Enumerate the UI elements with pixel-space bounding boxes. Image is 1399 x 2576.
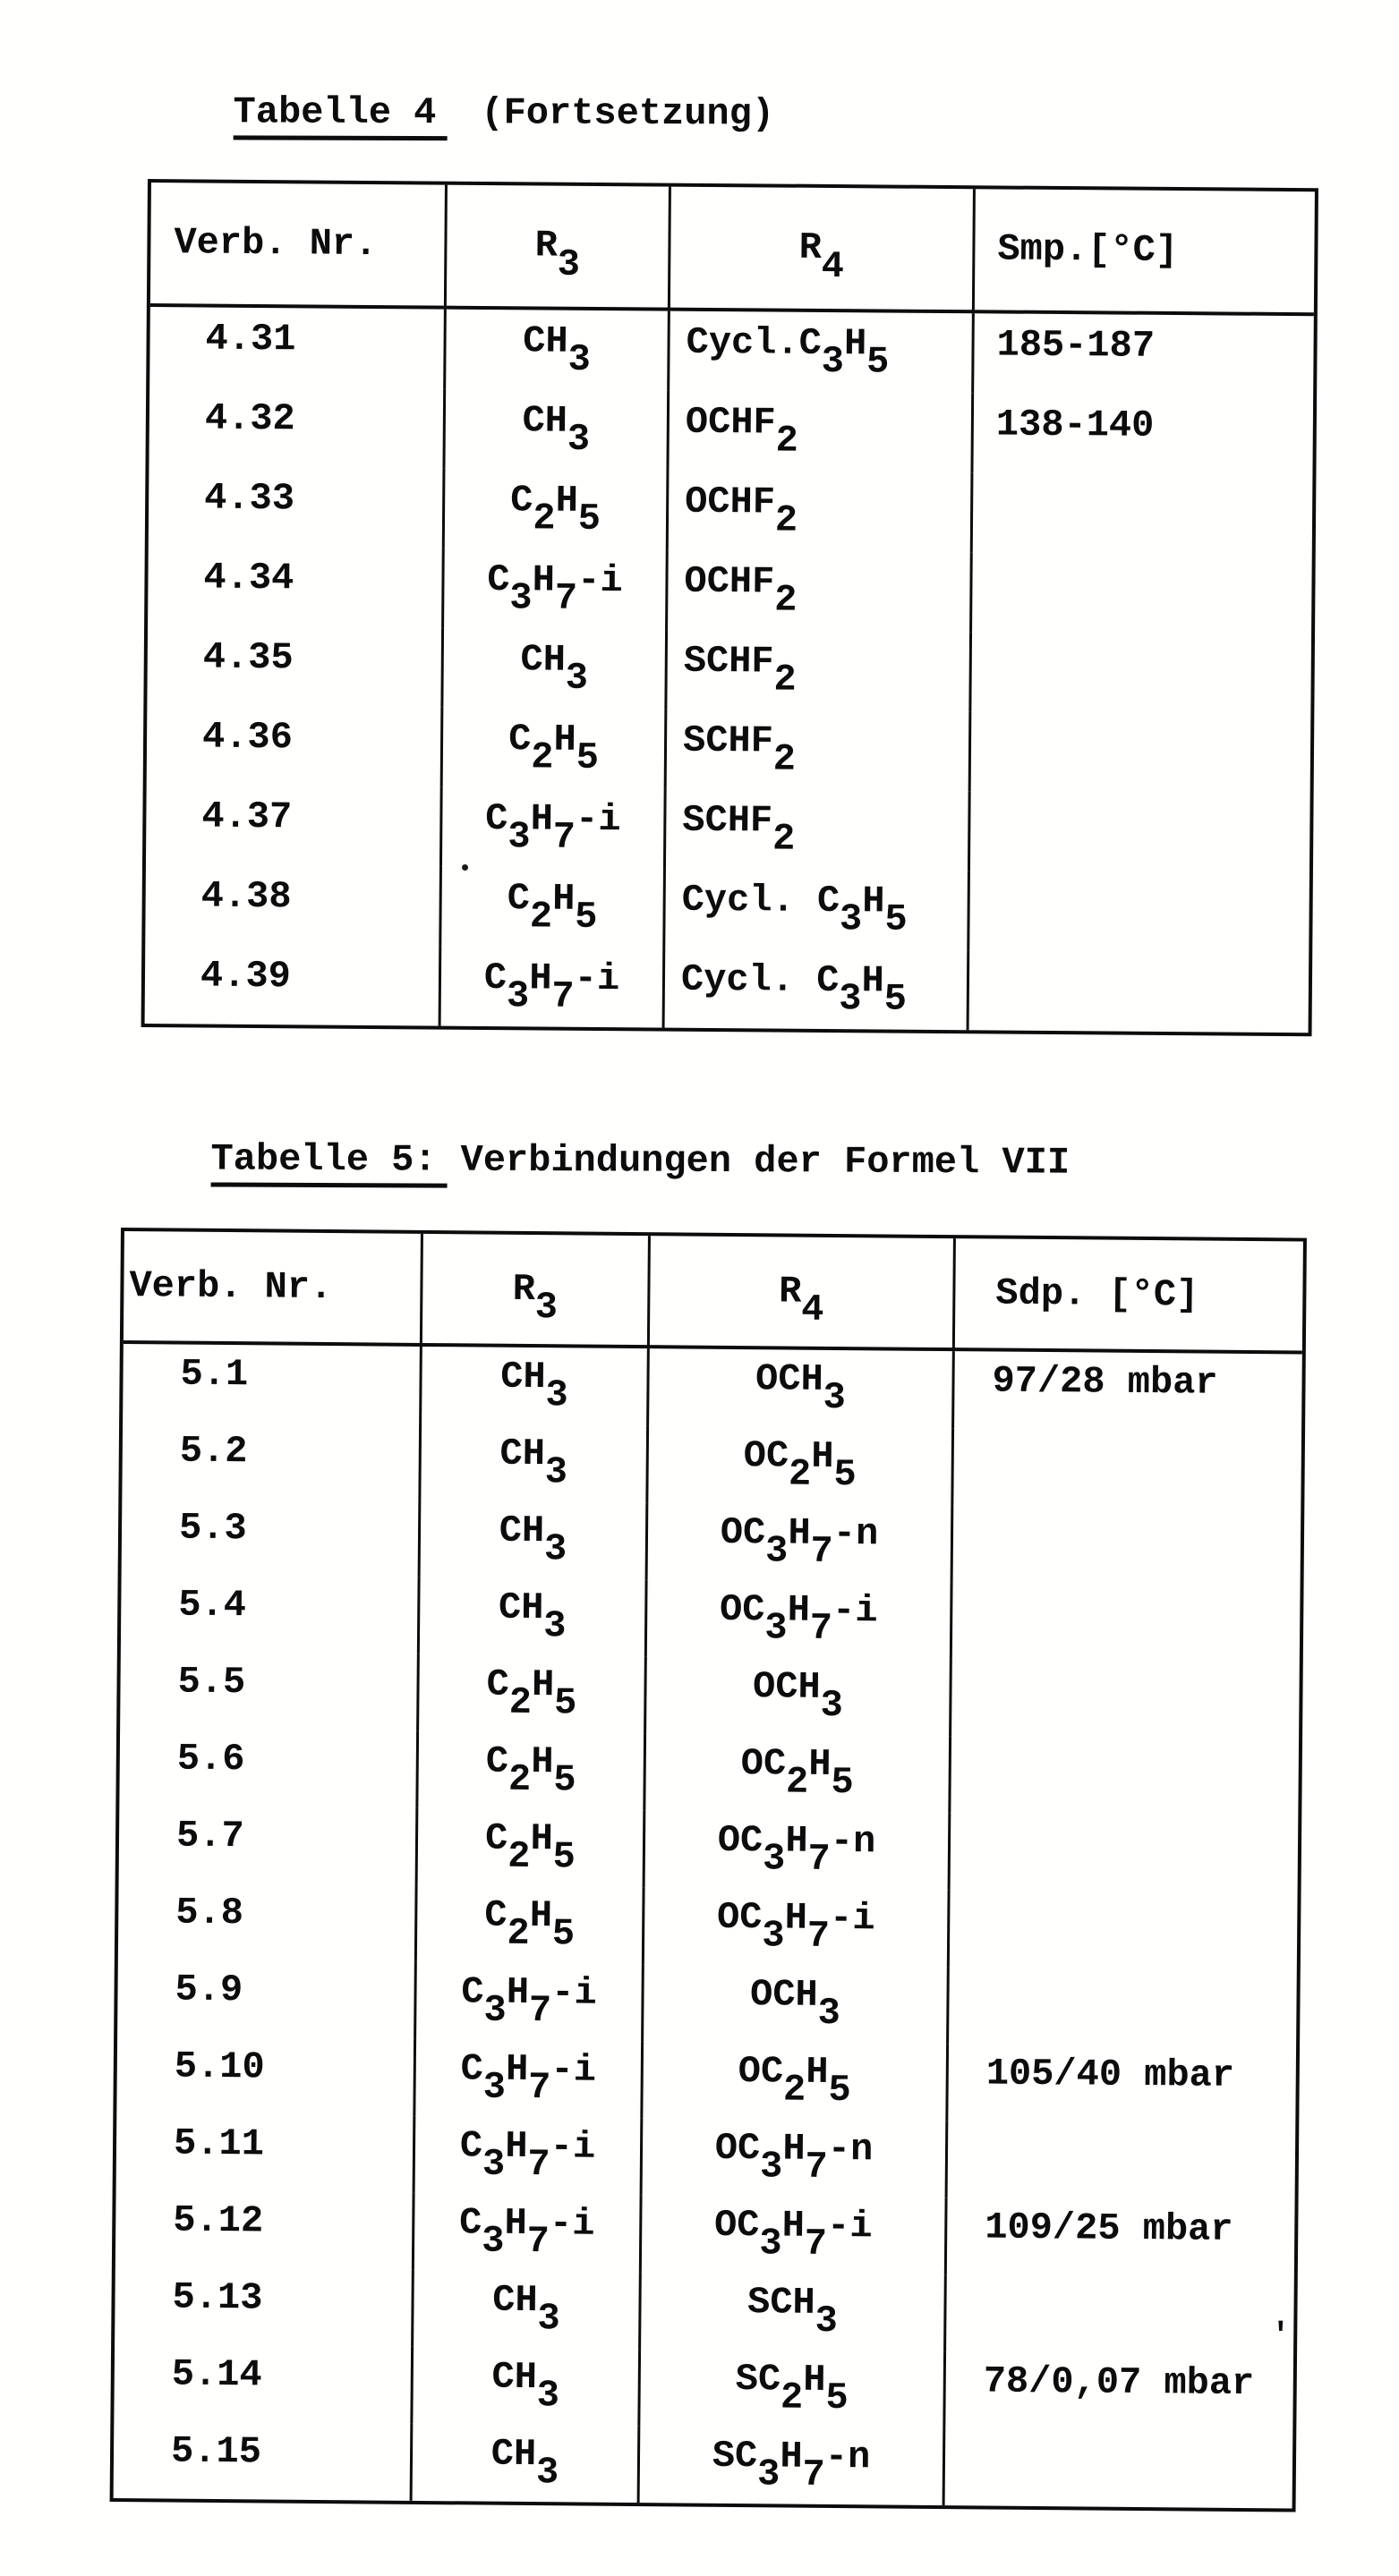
r3-cell: CH3 — [446, 310, 670, 391]
subscript-digit: 3 — [544, 1450, 568, 1494]
verb-nr-cell: 5.13 — [115, 2267, 414, 2347]
subscript-digit: 2 — [775, 419, 798, 463]
subscript-digit: 3 — [543, 1527, 567, 1571]
subscript-digit: 2 — [529, 895, 553, 939]
r3-cell: C3H7-i — [444, 548, 669, 630]
r4-cell: Cycl. C3H5 — [665, 948, 970, 1031]
verb-nr-cell: 4.33 — [149, 466, 446, 548]
r3-cell: CH3 — [413, 2347, 641, 2426]
temp-cell — [948, 2121, 1296, 2200]
r3-cell: C3H7-i — [415, 2116, 644, 2195]
verb-nr-cell: 5.15 — [114, 2421, 414, 2501]
verb-nr-cell: 5.3 — [122, 1498, 422, 1577]
r3-cell: CH3 — [443, 628, 668, 710]
r3-cell: CH3 — [445, 389, 670, 471]
r4-cell: OC2H5 — [645, 1733, 951, 1813]
r3-cell: C2H5 — [417, 1885, 645, 1964]
subscript-digit: 2 — [508, 1757, 532, 1802]
subscript-digit: 2 — [773, 658, 797, 701]
stray-ink-dot — [462, 864, 468, 871]
temp-cell — [951, 1736, 1299, 1815]
subscript-digit: 7 — [810, 1529, 833, 1574]
r4-cell: OC3H7-i — [647, 1579, 953, 1659]
subscript-digit: 3 — [535, 2451, 559, 2495]
subscript-digit: 2 — [772, 737, 797, 781]
table5-header-sdp: Sdp. [°C] — [955, 1238, 1303, 1354]
table5-header-r3: R 3 — [422, 1234, 651, 1348]
r3-cell: C2H5 — [418, 1731, 646, 1810]
subscript-digit: 7 — [551, 974, 575, 1018]
verb-nr-cell: 5.8 — [118, 1883, 418, 1962]
subscript-digit: 3 — [817, 1991, 840, 2036]
r4-cell: SC3H7-n — [640, 2426, 946, 2505]
table5-header-r4: R 4 — [650, 1236, 956, 1351]
table5 — [110, 1228, 1307, 2512]
subscript-digit: 3 — [839, 977, 862, 1021]
subscript-digit: 5 — [551, 1912, 576, 1956]
r4-cell: SC2H5 — [640, 2349, 946, 2428]
subscript-digit: 3 — [536, 2374, 560, 2418]
verb-nr-cell: 4.38 — [145, 864, 442, 947]
r4-cell: OCH3 — [649, 1348, 955, 1428]
verb-nr-cell: 5.11 — [116, 2113, 416, 2193]
r3-cell: CH3 — [421, 1424, 649, 1502]
subscript-digit: 2 — [772, 817, 796, 861]
r4-cell: OC2H5 — [648, 1425, 954, 1505]
r4-cell: SCHF2 — [667, 630, 972, 712]
temp-cell — [946, 2274, 1294, 2354]
temp-cell: 138-140 — [995, 403, 1155, 447]
subscript-digit: 2 — [507, 1834, 531, 1879]
r3-cell: C3H7-i — [414, 2193, 643, 2272]
subscript-digit: 7 — [807, 1837, 831, 1882]
subscript-digit: 3 — [756, 2453, 781, 2496]
subscript-digit: 7 — [526, 2220, 550, 2264]
subscript-digit: 5 — [577, 497, 601, 541]
subscript-digit: 2 — [531, 735, 554, 779]
temp-cell — [953, 1505, 1301, 1585]
temp-cell — [969, 871, 1309, 953]
temp-cell: 105/40 mbar — [985, 2052, 1235, 2097]
temp-cell — [973, 472, 1313, 555]
subscript-digit: 5 — [825, 2376, 849, 2420]
temp-cell — [950, 1890, 1298, 1969]
r4-cell: OCH3 — [646, 1656, 952, 1736]
subscript-digit: 7 — [527, 2143, 550, 2187]
subscript-digit: 3 — [764, 1529, 789, 1573]
subscript-digit: 5 — [552, 1835, 576, 1879]
r3-cell: C2H5 — [441, 867, 666, 948]
temp-cell — [945, 2428, 1293, 2508]
r3-cell: C3H7-i — [442, 787, 667, 869]
table4-title-suffix: (Fortsetzung) — [481, 91, 775, 136]
subscript-digit: 3 — [821, 340, 845, 384]
subscript-digit: 7 — [806, 1914, 831, 1959]
temp-cell: 185-187 — [996, 323, 1156, 368]
verb-nr-cell: 5.6 — [119, 1729, 419, 1808]
subscript-digit: 5 — [884, 897, 908, 941]
r4-cell: OCH3 — [644, 1964, 950, 2044]
subscript-digit: 3 — [482, 2065, 507, 2109]
subscript-digit: 5 — [866, 340, 890, 384]
subscript-digit: 3 — [545, 1373, 568, 1417]
subscript-digit: 3 — [508, 815, 531, 859]
subscript-digit: 3 — [506, 974, 530, 1018]
subscript-digit: 3 — [557, 242, 581, 286]
subscript-digit: 7 — [528, 1989, 552, 2033]
r4-cell: OCHF2 — [669, 471, 974, 553]
subscript-digit: 3 — [483, 1988, 507, 2032]
verb-nr-cell: 5.7 — [119, 1806, 419, 1885]
temp-cell — [951, 1659, 1300, 1739]
verb-nr-cell: 4.35 — [147, 625, 444, 708]
temp-cell: 97/28 mbar — [992, 1359, 1218, 1405]
subscript-digit: 4 — [801, 1288, 824, 1331]
temp-cell: 78/0,07 mbar — [983, 2359, 1255, 2406]
r4-cell: OC3H7-n — [648, 1502, 954, 1582]
subscript-digit: 3 — [815, 2299, 838, 2343]
temp-cell — [971, 632, 1311, 714]
subscript-digit: 2 — [508, 1680, 533, 1725]
r3-cell: CH3 — [421, 1501, 649, 1579]
subscript-digit: 5 — [553, 1758, 576, 1802]
table5-header-verb-nr: Verb. Nr. — [124, 1231, 423, 1347]
subscript-digit: 3 — [567, 337, 591, 382]
subscript-digit: 5 — [833, 1453, 857, 1497]
r3-cell: CH3 — [420, 1577, 648, 1656]
subscript-digit: 3 — [764, 1606, 788, 1650]
subscript-digit: 2 — [788, 1452, 812, 1496]
r4-cell: OC2H5 — [643, 2041, 949, 2121]
table4-header-r3: R 3 — [447, 185, 671, 311]
subscript-digit: 3 — [543, 1604, 567, 1648]
verb-nr-cell: 4.32 — [149, 387, 446, 469]
verb-nr-cell: 4.34 — [148, 546, 445, 628]
table4-header-smp: Smp.[°C] — [975, 189, 1315, 316]
verb-nr-cell: 5.4 — [121, 1575, 421, 1654]
subscript-digit: 2 — [774, 498, 798, 542]
subscript-digit: 3 — [481, 2219, 505, 2263]
subscript-digit: 4 — [821, 244, 845, 288]
subscript-digit: 3 — [759, 2145, 783, 2189]
temp-cell — [971, 711, 1311, 794]
subscript-digit: 3 — [567, 417, 591, 462]
subscript-digit: 2 — [785, 1760, 809, 1804]
verb-nr-cell: 5.5 — [120, 1652, 420, 1731]
r4-cell: OCHF2 — [668, 550, 973, 633]
r3-cell: C2H5 — [443, 708, 668, 789]
verb-nr-cell: 5.14 — [114, 2344, 414, 2424]
r4-cell: SCHF2 — [666, 789, 971, 871]
subscript-digit: 5 — [553, 1681, 577, 1725]
subscript-digit: 3 — [482, 2142, 506, 2186]
subscript-digit: 3 — [823, 1376, 847, 1420]
table4-title-underlined-text: Tabelle 4 — [233, 92, 447, 141]
verb-nr-cell: 5.9 — [117, 1960, 417, 2039]
subscript-digit: 3 — [820, 1683, 844, 1728]
subscript-digit: 7 — [809, 1606, 833, 1651]
subscript-digit: 2 — [533, 497, 556, 540]
subscript-digit: 3 — [565, 656, 589, 701]
subscript-digit: 7 — [554, 576, 578, 620]
subscript-digit: 2 — [507, 1911, 530, 1956]
subscript-digit: 3 — [537, 2297, 560, 2341]
r3-cell: C3H7-i — [415, 2039, 644, 2118]
temp-cell: 109/25 mbar — [985, 2206, 1233, 2251]
r3-cell: C2H5 — [419, 1654, 647, 1733]
temp-cell — [949, 1967, 1297, 2046]
subscript-digit: 7 — [527, 2066, 551, 2110]
r3-cell: C3H7-i — [416, 1962, 644, 2041]
r3-cell: C2H5 — [418, 1808, 646, 1887]
r3-cell: CH3 — [413, 2424, 641, 2503]
r3-cell: C3H7-i — [441, 947, 666, 1028]
r4-cell: SCH3 — [641, 2272, 947, 2351]
subscript-digit: 3 — [762, 1914, 785, 1958]
table5-title-suffix: Verbindungen der Formel VII — [460, 1138, 1071, 1185]
subscript-digit: 7 — [805, 2145, 828, 2189]
subscript-digit: 2 — [773, 578, 798, 622]
subscript-digit: 5 — [575, 895, 598, 939]
r4-cell: OC3H7-i — [644, 1887, 951, 1967]
r3-cell: CH3 — [422, 1347, 650, 1425]
r4-cell: OC3H7-n — [643, 2118, 949, 2198]
subscript-digit: 5 — [828, 2069, 851, 2113]
temp-cell — [969, 950, 1309, 1033]
verb-nr-cell: 5.10 — [116, 2036, 416, 2116]
temp-cell — [972, 552, 1312, 634]
r4-cell: OC3H7-i — [642, 2195, 948, 2274]
stray-ink-tick: ' — [1271, 2317, 1291, 2354]
subscript-digit: 7 — [802, 2453, 825, 2497]
subscript-digit: 2 — [780, 2376, 804, 2419]
subscript-digit: 5 — [883, 977, 908, 1021]
verb-nr-cell: 5.1 — [123, 1344, 422, 1424]
table5-title — [120, 1097, 1070, 1232]
table4-header-verb-nr: Verb. Nr. — [150, 183, 448, 310]
verb-nr-cell: 5.12 — [115, 2190, 415, 2270]
r4-cell: SCHF2 — [667, 710, 972, 792]
table5-title-underlined-text: Tabelle 5: — [210, 1139, 447, 1188]
temp-cell — [951, 1813, 1299, 1892]
verb-nr-cell: 4.31 — [149, 307, 447, 389]
subscript-digit: 3 — [839, 897, 863, 941]
verb-nr-cell: 4.36 — [147, 705, 444, 787]
subscript-digit: 5 — [831, 1761, 854, 1805]
r3-cell: CH3 — [414, 2270, 642, 2349]
r3-cell: C2H5 — [445, 469, 670, 550]
r4-cell: OCHF2 — [669, 391, 974, 473]
r4-cell: OC3H7-n — [645, 1810, 951, 1890]
verb-nr-cell: 5.2 — [122, 1421, 422, 1501]
r4-cell: Cycl.C3H5 — [670, 311, 975, 394]
subscript-digit: 5 — [576, 735, 600, 780]
verb-nr-cell: 4.39 — [145, 944, 442, 1026]
verb-nr-cell: 4.37 — [146, 785, 443, 867]
r4-cell: Cycl. C3H5 — [665, 869, 970, 951]
table4 — [141, 179, 1318, 1036]
temp-cell — [953, 1428, 1301, 1508]
table4-title — [142, 50, 774, 183]
subscript-digit: 3 — [762, 1837, 786, 1881]
subscript-digit: 3 — [759, 2222, 782, 2266]
table4-header-r4: R 4 — [670, 187, 976, 314]
subscript-digit: 7 — [552, 815, 576, 859]
temp-cell — [952, 1582, 1301, 1662]
subscript-digit: 2 — [782, 2068, 806, 2112]
subscript-digit: 3 — [534, 1286, 559, 1330]
subscript-digit: 3 — [509, 576, 533, 620]
subscript-digit: 7 — [804, 2222, 828, 2266]
temp-cell — [970, 791, 1310, 873]
